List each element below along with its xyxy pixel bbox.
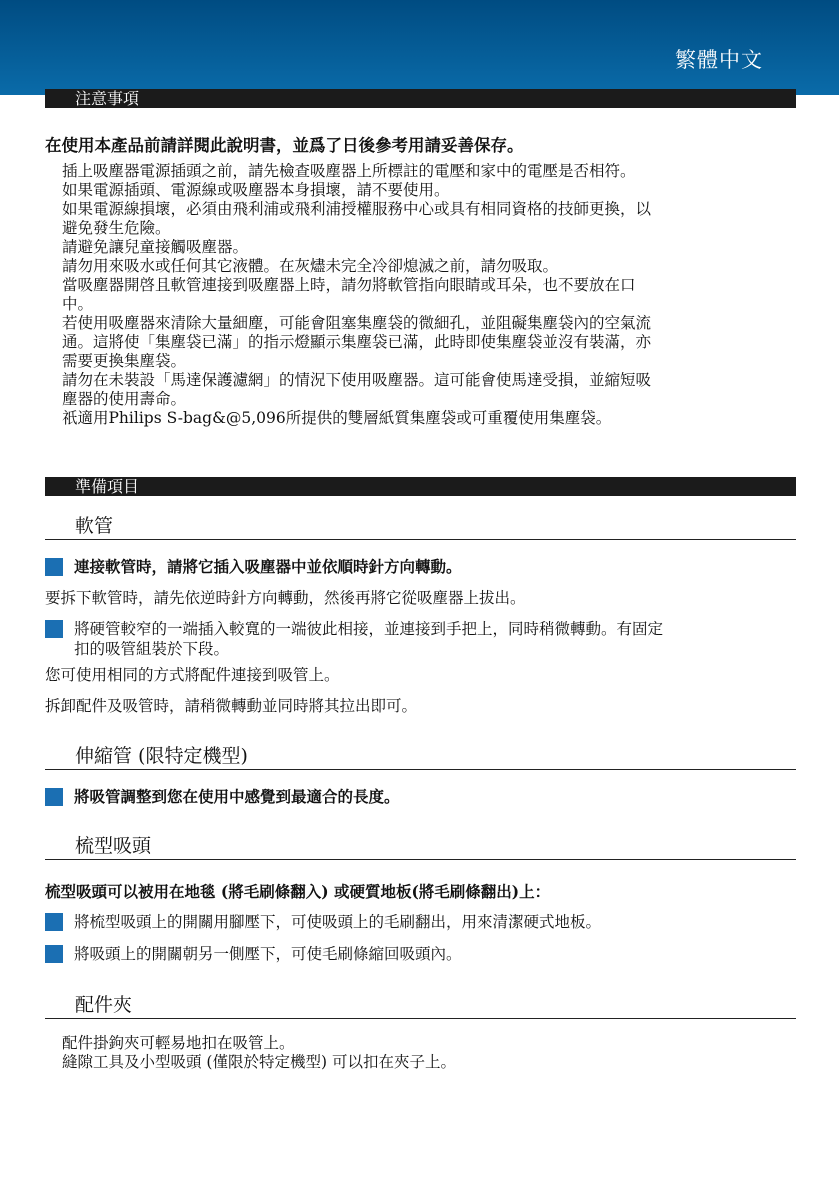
warning-item: 需要更換集塵袋。: [62, 352, 187, 370]
warning-item: 請勿在未裝設「馬達保護濾網」的情況下使用吸塵器。這可能會使馬達受損，並縮短吸: [62, 371, 652, 389]
clip-item: 配件掛鉤夾可輕易地扣在吸管上。: [62, 1034, 295, 1052]
warnings-list: [62, 162, 802, 428]
step-text: 將吸頭上的開關朝另一側壓下，可使毛刷條縮回吸頭內。: [74, 945, 462, 963]
step-marker-icon: [45, 945, 63, 963]
section-title: 注意事項: [75, 89, 140, 108]
step-marker-icon: [45, 788, 63, 806]
section-bar-preparation: [45, 477, 796, 496]
step-text: 將硬管較窄的一端插入較寬的一端彼此相接，並連接到手把上，同時稍微轉動。有固定: [74, 620, 664, 638]
step-marker-icon: [45, 620, 63, 638]
step-connect-tubes: [45, 619, 805, 659]
step-adjust-tube: [45, 787, 805, 807]
subsection-title: 軟管: [75, 515, 114, 537]
section-bar-warnings: [45, 89, 796, 108]
subsection-telescopic: [45, 744, 796, 770]
step-nozzle-hardfloor: [45, 912, 805, 932]
warning-item: 塵器的使用壽命。: [62, 390, 187, 408]
language-label: 繁體中文: [675, 48, 763, 72]
header-band: [0, 0, 839, 95]
warnings-intro: 在使用本產品前請詳閱此說明書，並爲了日後參考用請妥善保存。: [45, 136, 524, 155]
clip-list: [62, 1034, 456, 1072]
nozzle-intro: 梳型吸頭可以被用在地毯 (將毛刷條翻入) 或硬質地板(將毛刷條翻出)上：: [45, 882, 551, 901]
step-connect-hose: [45, 557, 805, 577]
step-text-cont: 扣的吸管組裝於下段。: [74, 640, 230, 658]
warning-item: 請勿用來吸水或任何其它液體。在灰燼未完全冷卻熄滅之前，請勿吸取。: [62, 257, 559, 275]
subsection-title: 配件夾: [75, 994, 133, 1016]
warning-item: 若使用吸塵器來清除大量細塵，可能會阻塞集塵袋的微細孔，並阻礙集塵袋內的空氣流: [62, 314, 652, 332]
clip-item: 縫隙工具及小型吸頭 (僅限於特定機型) 可以扣在夾子上。: [62, 1053, 456, 1071]
subsection-hose: [45, 514, 796, 540]
warning-item: 祇適用Philips S-bag&@5,096所提供的雙層紙質集塵袋或可重覆使用集塵袋。: [62, 409, 612, 427]
hose-note-accessories: 您可使用相同的方式將配件連接到吸管上。: [45, 666, 340, 684]
warning-item: 請避免讓兒童接觸吸塵器。: [62, 238, 249, 256]
step-text: 將梳型吸頭上的開關用腳壓下，可使吸頭上的毛刷翻出，用來清潔硬式地板。: [74, 913, 602, 931]
subsection-title: 梳型吸頭: [75, 835, 152, 857]
warning-item: 通。這將使「集塵袋已滿」的指示燈顯示集塵袋已滿，此時即使集塵袋並沒有裝滿，亦: [62, 333, 652, 351]
subsection-clip: [45, 993, 796, 1019]
hose-note-detach: 拆卸配件及吸管時，請稍微轉動並同時將其拉出即可。: [45, 697, 418, 715]
step-nozzle-carpet: [45, 944, 805, 964]
step-text: 將吸管調整到您在使用中感覺到最適合的長度。: [74, 787, 400, 806]
section-title: 準備項目: [75, 477, 140, 496]
hose-note-remove: 要拆下軟管時，請先依逆時針方向轉動，然後再將它從吸塵器上拔出。: [45, 589, 526, 607]
step-marker-icon: [45, 913, 63, 931]
subsection-nozzle: [45, 834, 796, 860]
warning-item: 插上吸塵器電源插頭之前，請先檢查吸塵器上所標註的電壓和家中的電壓是否相符。: [62, 162, 636, 180]
step-text: 連接軟管時，請將它插入吸塵器中並依順時針方向轉動。: [74, 557, 462, 576]
warning-item: 當吸塵器開啓且軟管連接到吸塵器上時，請勿將軟管指向眼睛或耳朵，也不要放在口: [62, 276, 636, 294]
warning-item: 避免發生危險。: [62, 219, 171, 237]
warning-item: 如果電源插頭、電源線或吸塵器本身損壞，請不要使用。: [62, 181, 450, 199]
warning-item: 中。: [62, 295, 94, 313]
warning-item: 如果電源線損壞，必須由飛利浦或飛利浦授權服務中心或具有相同資格的技師更換，以: [62, 200, 652, 218]
step-marker-icon: [45, 558, 63, 576]
subsection-title: 伸縮管 (限特定機型): [75, 745, 248, 767]
